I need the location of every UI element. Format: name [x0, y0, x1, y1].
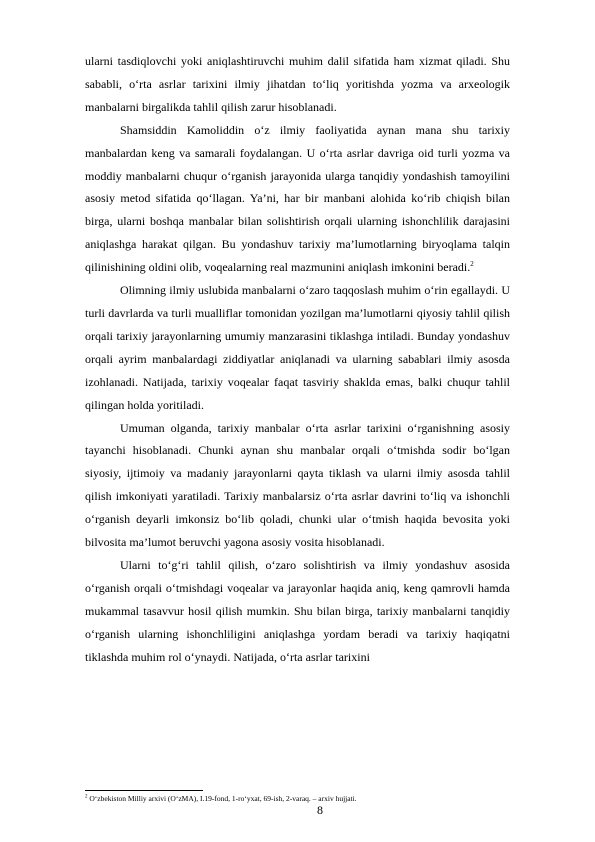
body-text: [85, 50, 510, 668]
footnote-reference[interactable]: 2: [470, 260, 474, 269]
paragraph-2: Shamsiddin Kamoliddin o‘z ilmiy faoliyatida aynan mana shu tarixiy manbalardan keng va samarali foydalangan. U o‘rta asrlar davriga oid turli yozma va moddiy manbalarni chuqur o‘rganish jarayonida ularga tanqidiy yondashish tamoyilini asosiy metod sifatida qo‘llagan. Ya’ni, har bir manbani alohida ko‘rib chiqish bilan birga, ularni boshqa manbalar bilan solishtirish orqali ularning ishonchlilik darajasini aniqlashga harakat qilgan. Bu yondashuv tarixiy ma’lumotlarning biryoqlama talqin qilinishining oldini olib, voqealarning real mazmunini aniqlash imkonini beradi.$^2$: [85, 122, 510, 275]
paragraph-5: Ularni to‘g‘ri tahlil qilish, o‘zaro solishtirish va ilmiy yondashuv asosida o‘rganish orqali o‘tmishdagi voqealar va jarayonlar haqida aniq, keng qamrovli hamda mukammal tasavvur hosil qilish mumkin. Shu bilan birga, tarixiy manbalarni tanqidiy o‘rganish ularning ishonchliligini aniqlashga yordam beradi va tarixiy haqiqatni tiklashda muhim rol o‘ynaydi. Natijada, o‘rta asrlar tarixini: [85, 557, 510, 664]
paragraph-4: Umuman olganda, tarixiy manbalar o‘rta asrlar tarixini o‘rganishning asosiy tayanchi hisoblanadi. Chunki aynan shu manbalar orqali o‘tmishda sodir bo‘lgan siyosiy, ijtimoiy va madaniy jarayonlarni qayta tiklash va ularni ilmiy asosda tahlil qilish imkoniyati yaratiladi. Tarixiy manbalarsiz o‘rta asrlar davrini to‘liq va ishonchli o‘rganish deyarli imkonsiz bo‘lib qoladi, chunki ular o‘tmish haqida bevosita yoki bilvosita ma’lumot beruvchi yagona asosiy vosita hisoblanadi.: [85, 420, 510, 550]
footnote-divider: [85, 790, 203, 791]
paragraph-1: ularni tasdiqlovchi yoki aniqlashtiruvchi muhim dalil sifatida ham xizmat qiladi. Shu sababli, o‘rta asrlar tarixini ilmiy jihatdan to‘liq yoritishda yozma va arxeologik manbalarni birgalikda tahlil qilish zarur hisoblanadi.: [85, 54, 510, 114]
footnote-number: 2: [85, 794, 88, 800]
page-number: 8: [317, 803, 323, 817]
paragraph-3: Olimning ilmiy uslubida manbalarni o‘zaro taqqoslash muhim o‘rin egallaydi. U turli davrlarda va turli mualliflar tomonidan yozilgan ma’lumotlarni qiyosiy tahlil qilish orqali tarixiy jarayonlarning umumiy manzarasini tiklashga intiladi. Bunday yondashuv orqali ayrim manbalardagi ziddiyatlar aniqlanadi va ularning sabablari ilmiy asosda izohlanadi. Natijada, tarixiy voqealar faqat tasviriy shaklda emas, balki chuqur tahlil qilingan holda yoritiladi.: [85, 283, 510, 412]
footnote-text: O‘zbekiston Milliy arxivi (O‘zMA), I.19-fond, 1-ro‘yxat, 69-ish, 2-varaq. – arxiv hujjati.: [89, 794, 357, 803]
